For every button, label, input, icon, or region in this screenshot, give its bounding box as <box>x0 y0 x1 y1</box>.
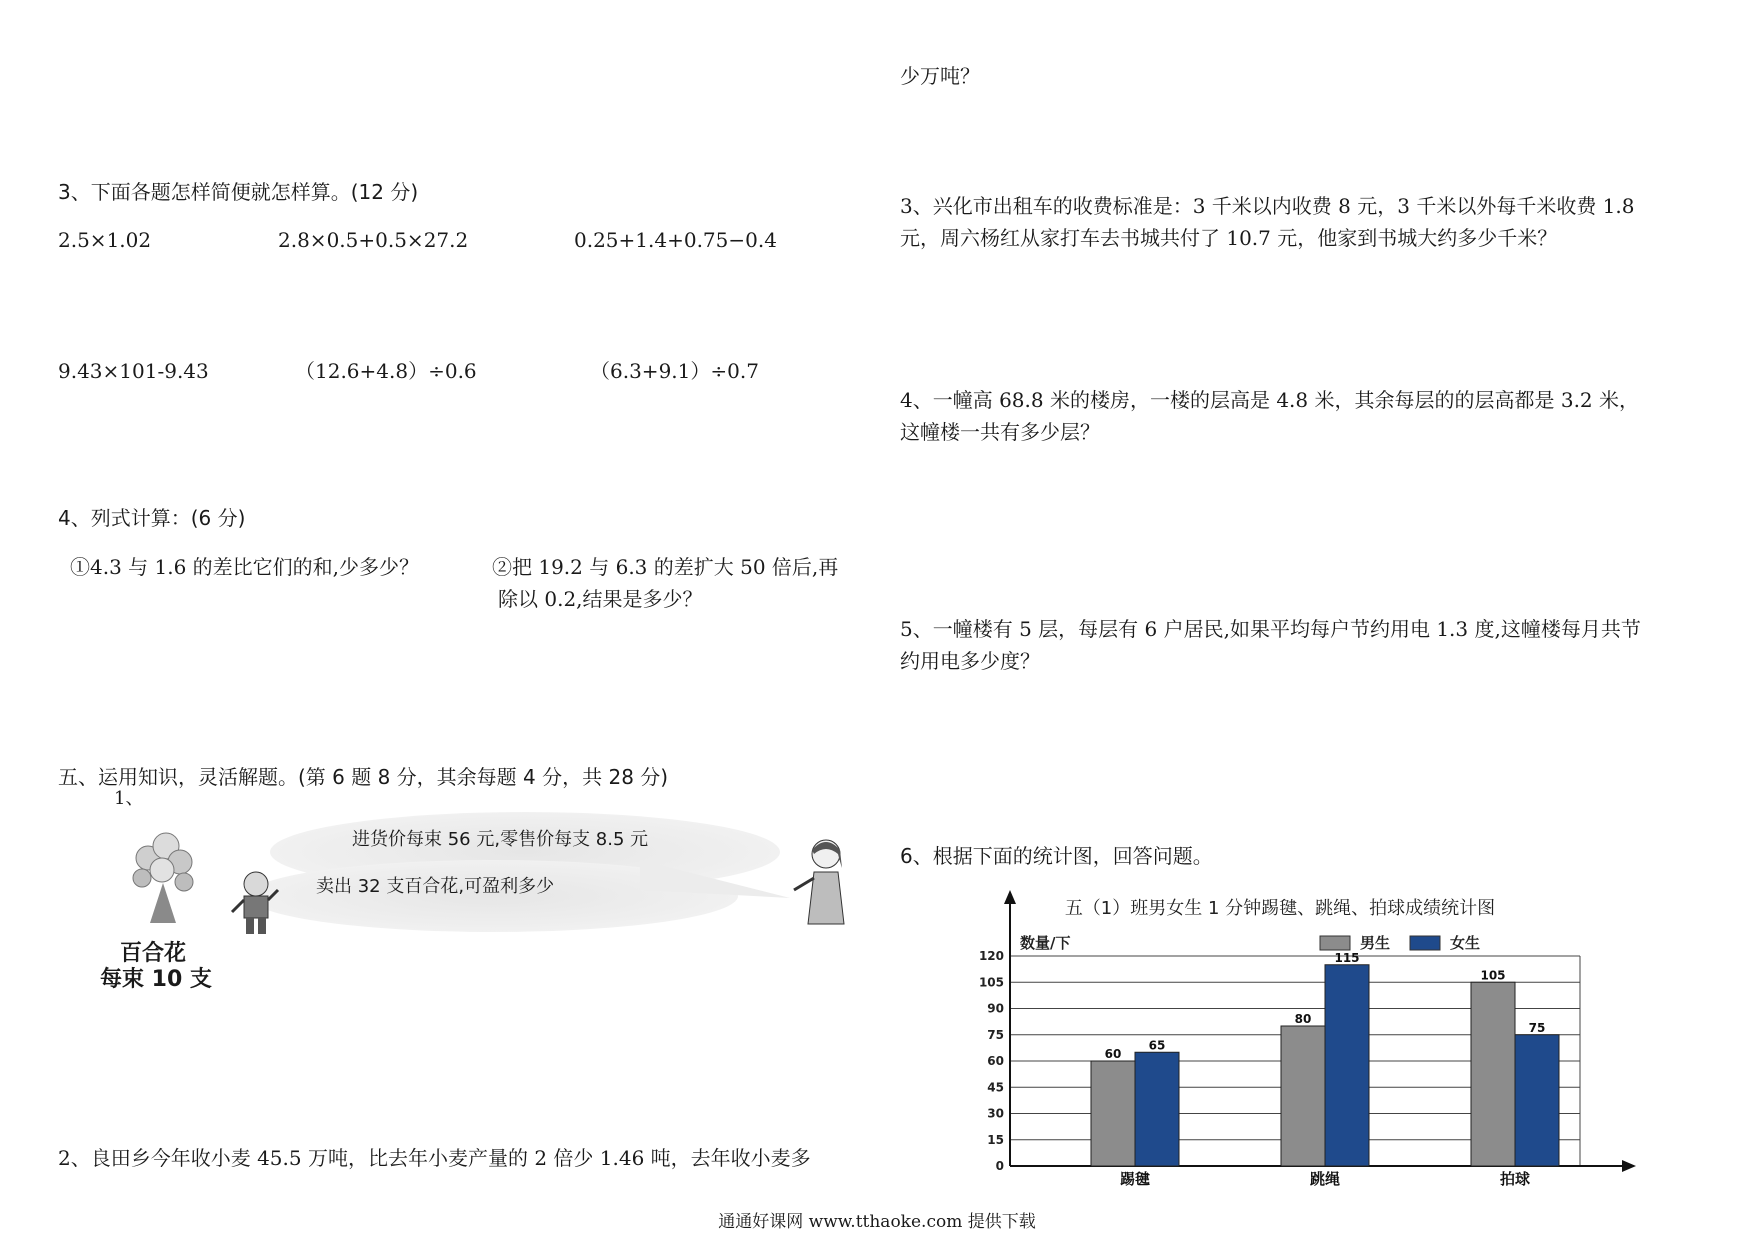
flower-label-name: 百合花 <box>120 941 187 966</box>
lily-bouquet-icon <box>128 828 198 928</box>
x-tick-label: 踢毽 <box>1119 1170 1151 1188</box>
bubble-text-question: 卖出 32 支百合花,可盈利多少 <box>316 876 555 897</box>
bar-value-label: 60 <box>1104 1047 1122 1061</box>
bar-男生-拍球 <box>1471 982 1515 1166</box>
bar-value-label: 105 <box>1480 968 1506 983</box>
bubble-tail-icon <box>640 850 800 910</box>
chart-title: 五（1）班男女生 1 分钟踢毽、跳绳、拍球成绩统计图 <box>1064 898 1496 919</box>
question-4b-line1: ②把 19.2 与 6.3 的差扩大 50 倍后,再 <box>492 555 839 579</box>
question-4a: ①4.3 与 1.6 的差比它们的和,少多少？ <box>70 555 420 579</box>
section-5-title: 五、运用知识，灵活解题。(第 6 题 8 分，其余每题 4 分，共 28 分) <box>58 765 669 789</box>
y-tick-label: 45 <box>987 1080 1004 1095</box>
y-tick-label: 60 <box>987 1054 1004 1068</box>
x-tick-label: 跳绳 <box>1309 1170 1341 1188</box>
calc-item: （12.6+4.8）÷0.6 <box>295 359 477 383</box>
bar-女生-跳绳 <box>1325 965 1369 1166</box>
bar-value-label: 115 <box>1334 950 1360 965</box>
question-5-line1: 5、一幢楼有 5 层，每层有 6 户居民,如果平均每户节约用电 1.3 度,这幢楼每月共节 <box>900 617 1641 641</box>
chart-ylabel: 数量/下 <box>1020 934 1071 952</box>
question-5-line2: 约用电多少度？ <box>900 649 1040 673</box>
bubble-text-price: 进货价每束 56 元,零售价每支 8.5 元 <box>352 829 649 850</box>
question-2-continued: 少万吨？ <box>900 64 980 88</box>
girl-character-icon <box>788 832 858 932</box>
bar-value-label: 65 <box>1148 1038 1166 1053</box>
y-axis-arrow-icon <box>1004 890 1016 904</box>
y-tick-label: 15 <box>987 1132 1004 1147</box>
calc-item: 0.25+1.4+0.75−0.4 <box>574 228 777 252</box>
x-axis-arrow-icon <box>1622 1160 1636 1172</box>
calc-item: 2.5×1.02 <box>58 228 152 252</box>
calc-item: 9.43×101-9.43 <box>58 359 209 383</box>
calc-item: 2.8×0.5+0.5×27.2 <box>278 228 469 252</box>
y-tick-label: 75 <box>987 1027 1004 1042</box>
bar-chart <box>960 888 1650 1198</box>
question-2-text: 2、良田乡今年收小麦 45.5 万吨，比去年小麦产量的 2 倍少 1.46 吨，去年收小麦多 <box>58 1146 811 1170</box>
question-4-line1: 4、一幢高 68.8 米的楼房，一楼的层高是 4.8 米，其余每层的的层高都是 3.2 米， <box>900 388 1640 412</box>
bar-女生-踢毽 <box>1135 1052 1179 1166</box>
y-tick-label: 30 <box>987 1106 1004 1121</box>
question-3-title: 3、下面各题怎样简便就怎样算。(12 分) <box>58 180 419 204</box>
question-4-title: 4、列式计算：(6 分) <box>58 506 246 530</box>
calc-item: （6.3+9.1）÷0.7 <box>590 359 759 383</box>
boy-character-icon <box>226 868 286 940</box>
y-tick-label: 105 <box>978 975 1004 990</box>
question-4-line2: 这幢楼一共有多少层？ <box>900 420 1100 444</box>
y-tick-label: 0 <box>995 1159 1004 1173</box>
question-3-line2: 元，周六杨红从家打车去书城共付了 10.7 元，他家到书城大约多少千米？ <box>900 226 1558 250</box>
legend-label-1: 男生 <box>1360 934 1391 952</box>
question-3-line1: 3、兴化市出租车的收费标准是：3 千米以内收费 8 元，3 千米以外每千米收费 1.8 <box>900 194 1635 218</box>
bar-女生-拍球 <box>1515 1035 1559 1166</box>
x-tick-label: 拍球 <box>1499 1170 1531 1188</box>
bar-value-label: 75 <box>1528 1020 1546 1035</box>
question-6-text: 6、根据下面的统计图，回答问题。 <box>900 844 1213 868</box>
y-tick-label: 90 <box>987 1001 1004 1016</box>
question-4b-line2: 除以 0.2,结果是多少？ <box>498 587 703 611</box>
bar-男生-踢毽 <box>1091 1061 1135 1166</box>
section-5-q1-number: 1、 <box>114 788 144 809</box>
bar-男生-跳绳 <box>1281 1026 1325 1166</box>
y-tick-label: 120 <box>978 949 1004 963</box>
flower-label-bundle: 每束 10 支 <box>100 967 212 992</box>
legend-label-2: 女生 <box>1450 934 1481 952</box>
legend-swatch-2 <box>1410 936 1440 950</box>
bar-value-label: 80 <box>1294 1012 1312 1026</box>
legend-swatch-1 <box>1320 936 1350 950</box>
page-footer: 通通好课网 www.tthaoke.com 提供下载 <box>718 1212 1036 1232</box>
